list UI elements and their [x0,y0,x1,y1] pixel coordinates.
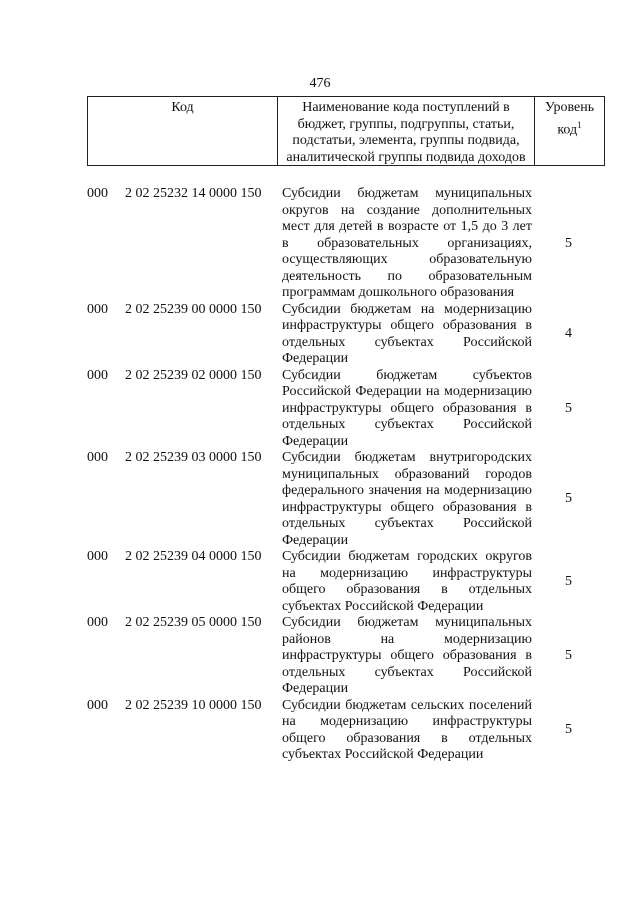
income-code: 2 02 25239 00 0000 150 [125,301,262,317]
code-level: 5 [565,722,572,738]
income-name: Субсидии бюджетам муниципальных районов на модернизацию инфраструктуры общего образования в отдельных субъектах Российской Федерации [282,615,532,696]
admin-code: 000 [87,615,108,630]
table-row [87,302,605,368]
admin-code: 000 [87,697,108,713]
header-code: Код [88,97,278,165]
income-code: 2 02 25239 05 0000 150 [125,615,262,630]
code-level: 5 [565,573,572,589]
table-header [87,96,605,166]
table-row [87,698,605,764]
income-name: Субсидии бюджетам городских округов на модернизацию инфраструктуры общего образования в отдельных субъектах Российской Федерации [282,549,532,614]
admin-code: 000 [87,367,108,383]
code-level: 4 [565,326,572,342]
code-level: 5 [565,491,572,507]
table-row [87,450,605,549]
income-code: 2 02 25232 14 0000 150 [125,186,262,201]
income-name: Субсидии бюджетам субъектов Российской Федерации на модернизацию инфраструктуры общего образования в отдельных субъектах Российской Федерации [282,367,532,449]
income-name: Субсидии бюджетам внутригородских муниципальных образований городов федерального значения на модернизацию инфраструктуры общего образования в отдельных субъектах Российской Федерации [282,450,532,548]
income-code: 2 02 25239 02 0000 150 [125,367,262,383]
code-level: 5 [565,648,572,663]
table-body [87,186,605,764]
table-row [87,615,605,698]
admin-code: 000 [87,301,108,317]
header-name: Наименование кода поступлений в бюджет, группы, подгруппы, статьи, подстатьи, элемента, группы подвида, аналитической группы подвида доходов [278,97,535,165]
income-name: Субсидии бюджетам на модернизацию инфраструктуры общего образования в отдельных субъектах Российской Федерации [282,301,532,366]
header-level-footnote: 1 [577,119,582,130]
code-level: 5 [565,235,572,251]
admin-code: 000 [87,186,108,201]
header-level [535,97,604,165]
income-name: Субсидии бюджетам сельских поселений на модернизацию инфраструктуры общего образования в отдельных субъектах Российской Федерации [282,697,532,762]
income-code: 2 02 25239 03 0000 150 [125,450,262,465]
code-level: 5 [565,400,572,416]
header-level-text: Уровень код [544,100,595,138]
admin-code: 000 [87,450,108,465]
page-number: 476 [309,76,331,91]
income-name: Субсидии бюджетам муниципальных округов на создание дополнительных мест для детей в возрасте от 1,5 до 3 лет в образовательных организациях, осуществляющих образовательную деятельность по образовательным программам дошкольного образования [282,186,532,300]
income-code: 2 02 25239 04 0000 150 [125,549,262,564]
admin-code: 000 [87,549,108,564]
income-code: 2 02 25239 10 0000 150 [125,697,262,713]
table-row [87,186,605,302]
table-row [87,549,605,615]
table-row [87,368,605,451]
